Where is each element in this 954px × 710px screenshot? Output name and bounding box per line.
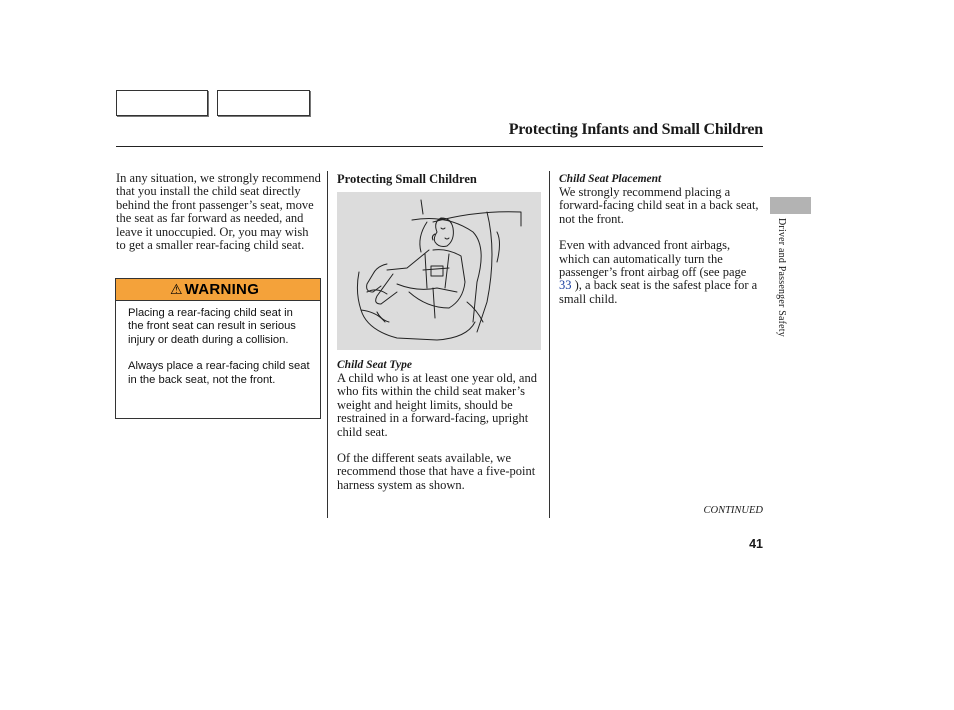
- column-middle: [337, 172, 542, 186]
- page-title: Protecting Infants and Small Children: [508, 121, 763, 138]
- placement-text-after: ), a back seat is the safest place for a small child.: [559, 278, 758, 306]
- placement-paragraph-2: [559, 239, 759, 306]
- section-side-label: Driver and Passenger Safety: [776, 218, 787, 337]
- warning-label: WARNING: [184, 281, 260, 298]
- intro-paragraph: In any situation, we strongly recommend that you install the child seat directly behind the front passenger’s seat, move the seat as far forward as needed, and leave it unoccupied. Or, you may wish to get a smaller rear-facing child seat.: [116, 171, 321, 253]
- title-divider: [116, 146, 763, 147]
- five-point-harness-paragraph: Of the different seats available, we recommend those that have a five-point harness system as shown.: [337, 451, 536, 492]
- placement-paragraph-1: We strongly recommend placing a forward-facing child seat in a back seat, not the front.: [559, 185, 759, 226]
- child-seat-type-paragraph: A child who is at least one year old, and who fits within the child seat maker’s weight and height limits, should be restrained in a forward-facing, upright child seat.: [337, 371, 537, 439]
- column-middle-lower: [337, 358, 542, 492]
- warning-header: [116, 279, 320, 301]
- continued-note: CONTINUED: [703, 505, 763, 516]
- column-right: [559, 172, 759, 306]
- page-reference-link[interactable]: 33: [559, 278, 572, 293]
- placement-text-before: Even with advanced front airbags, which can automatically turn the passenger’s front airbag off (see page: [559, 238, 747, 280]
- subheading-child-seat-type: Child Seat Type: [337, 359, 412, 371]
- child-seat-illustration: [337, 192, 541, 350]
- warning-text-2: Always place a rear-facing child seat in the back seat, not the front.: [128, 360, 310, 386]
- nav-button-main-menu[interactable]: [116, 90, 208, 116]
- warning-triangle-icon: ⚠: [170, 281, 183, 297]
- subheading-child-seat-placement: Child Seat Placement: [559, 173, 662, 185]
- child-in-harness-seat-image: [337, 192, 541, 350]
- column-left: [116, 172, 321, 252]
- warning-text-1: Placing a rear-facing child seat in the front seat can result in serious injury or death during a collision.: [128, 307, 296, 346]
- section-heading: Protecting Small Children: [337, 172, 477, 186]
- warning-box: [115, 278, 321, 419]
- column-divider-1: [327, 171, 328, 518]
- page-number: 41: [749, 537, 763, 551]
- warning-body: [116, 301, 320, 387]
- nav-button-table-of-contents[interactable]: [217, 90, 310, 116]
- column-divider-2: [549, 171, 550, 518]
- section-tab-marker[interactable]: [770, 197, 811, 214]
